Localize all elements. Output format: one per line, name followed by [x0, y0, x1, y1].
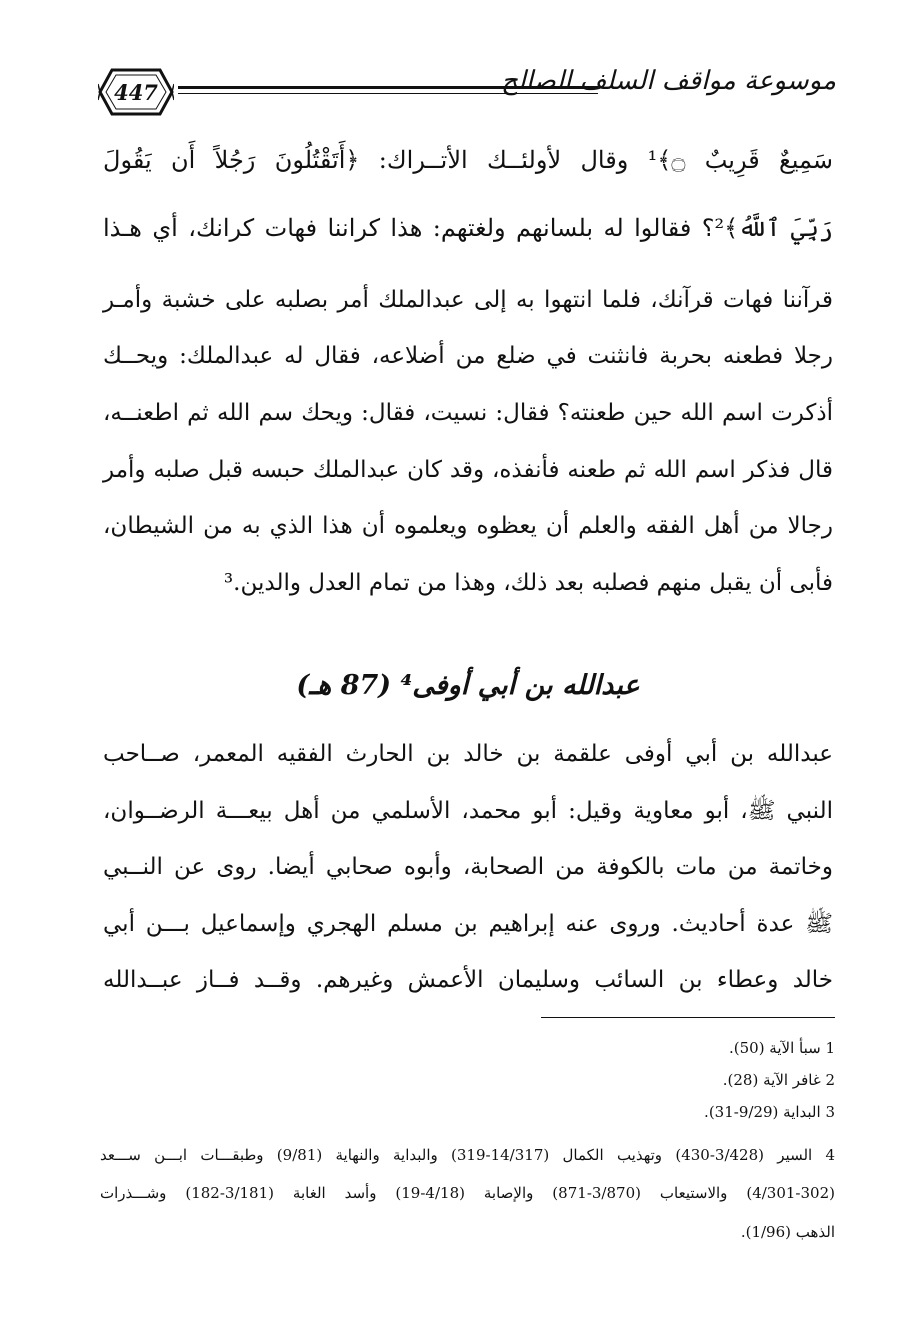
series-title: موسوعة مواقف السلف الصالح — [501, 66, 836, 96]
page-header — [98, 62, 836, 122]
footnote-separator — [541, 1017, 835, 1018]
body-line: رَبِّيَ ٱللَّهُ﴾²؟ فقالوا له بلسانهم ولغتهم: هذا كراننا فهات كرانك، أي هـذا — [103, 214, 833, 242]
body-line: رجالا من أهل الفقه والعلم أن يعظوه ويعلموه أن هذا الذي به من الشيطان، — [103, 513, 833, 539]
footnote: (4/301-302) والاستيعاب (3/870-871) والإصابة (4/18-19) وأسد الغابة (3/181-182) وشـــذرات — [100, 1184, 835, 1202]
section-line: ﷺ عدة أحاديث. وروى عنه إبراهيم بن مسلم الهجري وإسماعيل بـــن أبي — [103, 911, 833, 937]
body-line: أذكرت اسم الله حين طعنته؟ فقال: نسيت، فقال: ويحك سم الله ثم اطعنــه، — [103, 400, 833, 426]
body-line: سَمِيعٌ قَرِيبٌ ۝﴾¹ وقال لأولئــك الأتــراك: ﴿أَتَقْتُلُونَ رَجُلاً أَن يَقُولَ — [103, 146, 834, 174]
section-line: وخاتمة من مات بالكوفة من الصحابة، وأبوه صحابي أيضا. روى عن النــبي — [103, 854, 833, 880]
footnote: 4 السير (3/428-430) وتهذيب الكمال (14/317-319) والبداية والنهاية (9/81) وطبقـــات ابـــن ســـعد — [100, 1146, 836, 1164]
section-line: خالد وعطاء بن السائب وسليمان الأعمش وغيرهم. وقــد فــاز عبــدالله — [103, 967, 833, 993]
footnote: 3 البداية (9/29-31). — [704, 1103, 835, 1121]
body-line: قال فذكر اسم الله ثم طعنه فأنفذه، وقد كان عبدالملك حبسه قبل صلبه وأمر — [103, 457, 833, 483]
page-number-badge — [98, 64, 174, 120]
body-line: قرآننا فهات قرآنك، فلما انتهوا به إلى عبدالملك أمر بصلبه على خشبة وأمـر — [103, 287, 833, 313]
body-line: فأبى أن يقبل منهم فصلبه بعد ذلك، وهذا من تمام العدل والدين.³ — [223, 570, 833, 596]
footnote: 2 غافر الآية (28). — [722, 1071, 835, 1089]
footnote: الذهب (1/96). — [740, 1223, 835, 1241]
page-number: 447 — [114, 79, 158, 105]
body-line: رجلا فطعنه بحربة فانثنت في ضلع من أضلاعه، فقال له عبدالملك: ويحــك — [103, 343, 833, 369]
section-heading: عبدالله بن أبي أوفى⁴ (87 هـ) — [296, 670, 640, 701]
footnote: 1 سبأ الآية (50). — [728, 1039, 835, 1057]
section-line: النبي ﷺ، أبو معاوية وقيل: أبو محمد، الأسلمي من أهل بيعـــة الرضــوان، — [103, 798, 833, 824]
section-line: عبدالله بن أبي أوفى علقمة بن خالد بن الحارث الفقيه المعمر، صــاحب — [103, 741, 833, 767]
